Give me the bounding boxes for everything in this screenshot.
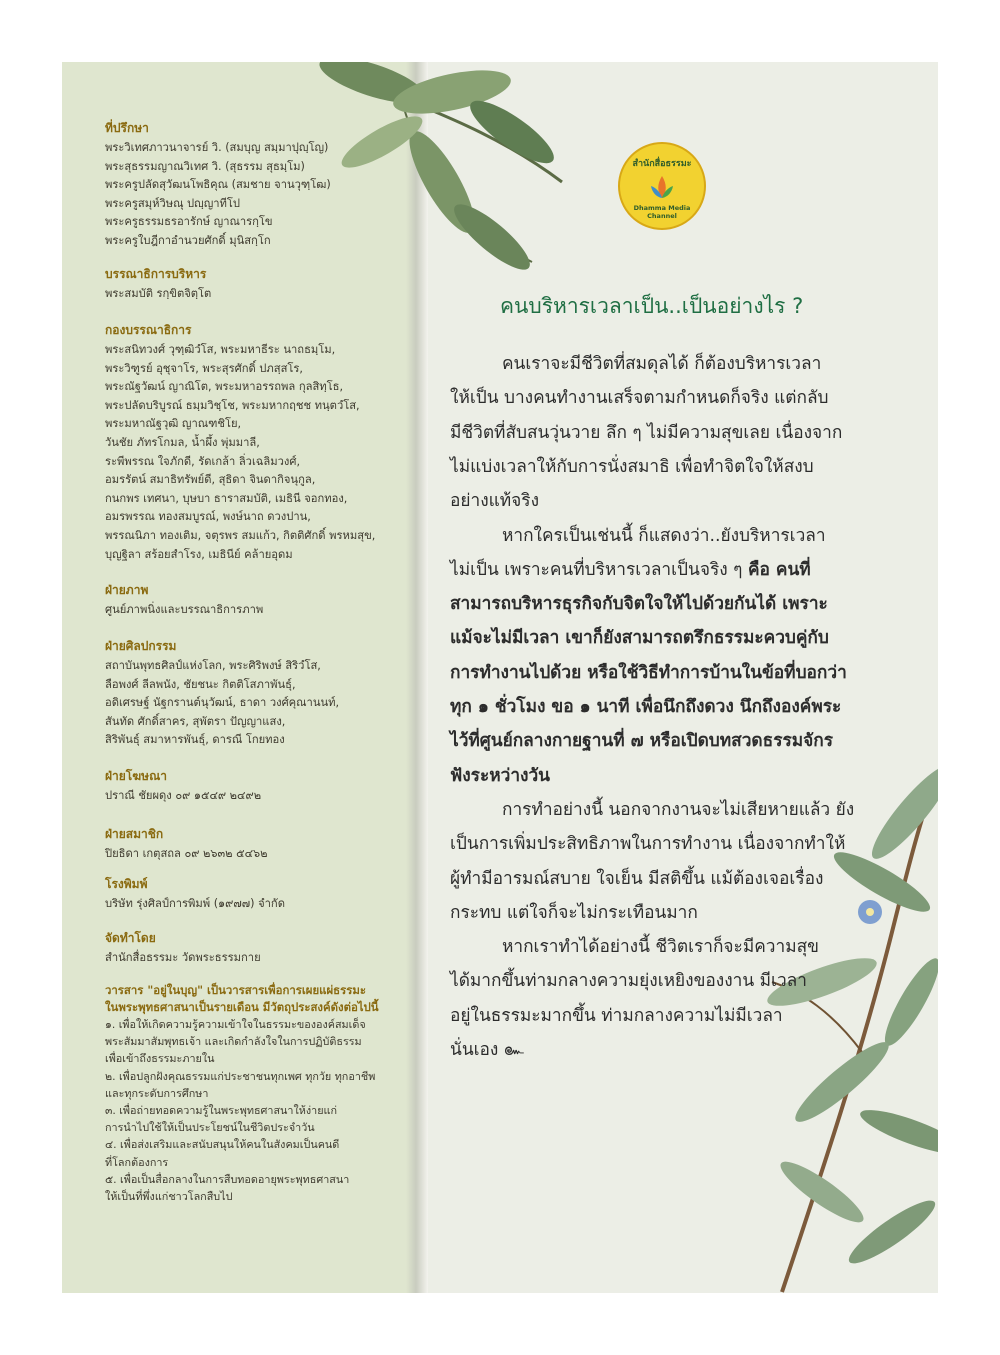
sidebar-section-line: ปิยธิดา เกตุสถล ๐๙ ๒๖๓๒ ๕๔๖๒ bbox=[105, 847, 268, 860]
sidebar-section-line: พระสุธรรมญาณวิเทศ วิ. (สุธรรม สุธมฺโม) bbox=[105, 159, 305, 173]
sidebar-section-line: พระครูปลัดสุวัฒนโพธิคุณ (สมชาย จานวุฑฺโฒ) bbox=[105, 178, 331, 192]
article-body-line: มีชีวิตที่สับสนวุ่นวาย ลึก ๆ ไม่มีความสุขเลย เนื่องจาก bbox=[450, 422, 843, 443]
sidebar-section-title: โรงพิมพ์ bbox=[105, 877, 148, 891]
logo-bottom-text: Dhamma Media Channel bbox=[633, 204, 691, 220]
sidebar-section-line: วันชัย ภัทรโกมล, น้ำผึ้ง พุ่มมาลี, bbox=[105, 435, 260, 449]
article-body-line: อยู่ในธรรมะมากขึ้น ท่ามกลางความไม่มีเวลา bbox=[450, 1005, 783, 1026]
sidebar-section-line: พระสมบัติ รกฺขิตจิตฺโต bbox=[105, 287, 212, 300]
sidebar-section-title: ฝ่ายภาพ bbox=[105, 583, 149, 597]
sidebar-section-line: พระครูสมุห์วิษณุ ปญฺญาทีโป bbox=[105, 196, 240, 210]
article-body-line: ผู้ทำมีอารมณ์สบาย ใจเย็น มีสติขึ้น แม้ต้องเจอเรื่อง bbox=[450, 868, 824, 889]
sidebar-section-line: บริษัท รุ่งศิลป์การพิมพ์ (๑๙๗๗) จำกัด bbox=[105, 897, 285, 910]
sidebar-section-line: พระครูใบฎีกาอำนวยศักดิ์ มุนิสกฺโก bbox=[105, 233, 271, 247]
article-body-line: ได้มากขึ้นท่ามกลางความยุ่งเหยิงของงาน มีเวลา bbox=[450, 971, 807, 992]
sidebar-section-line: สันทัด ศักดิ์สาคร, สุพัตรา ปัญญาแสง, bbox=[105, 714, 286, 728]
journal-purpose-line: เพื่อเข้าถึงธรรมะภายใน bbox=[105, 1052, 215, 1066]
sidebar-section-line: พระวิเทศภาวนาจารย์ วิ. (สมบุญ สมฺมาปุญฺโญ) bbox=[105, 141, 329, 154]
article-body-line: อย่างแท้จริง bbox=[450, 491, 540, 512]
sidebar-section-title: ฝ่ายสมาชิก bbox=[105, 827, 164, 841]
end-mark: ๛ bbox=[503, 1040, 524, 1060]
sidebar-section bbox=[105, 930, 405, 968]
sidebar-section-line: พระสนิทวงศ์ วุฑฺฒิวํโส, พระมหาธีระ นาถธมฺโม, bbox=[105, 343, 336, 356]
sidebar-section-line: ปราณี ชัยผดุง ๐๙ ๑๕๔๙ ๒๔๙๒ bbox=[105, 789, 262, 802]
lotus-icon bbox=[647, 172, 677, 202]
sidebar-section-line: สิริพันธุ์ สมาหารพันธุ์, ดารณี โกยทอง bbox=[105, 733, 285, 747]
article-body-line: ไว้ที่ศูนย์กลางกายฐานที่ ๗ หรือเปิดบทสวดธรรมจักร bbox=[450, 731, 834, 752]
logo-top-text: สำนักสื่อธรรมะ bbox=[632, 159, 692, 169]
sidebar-section-line: พระครูธรรมธรอารักษ์ ญาณารกฺโข bbox=[105, 215, 273, 229]
sidebar-section bbox=[105, 582, 405, 620]
article-body-line: การทำงานไปด้วย หรือใช้วิธีทำการบ้านในข้อที่บอกว่า bbox=[450, 662, 847, 683]
sidebar-section-line: พระณัฐวัฒน์ ญาณิโต, พระมหาอรรถพล กุลสิทฺโธ, bbox=[105, 380, 344, 394]
sidebar-section-line: สถาบันพุทธศิลป์แห่งโลก, พระศิริพงษ์ สิริวํโส, bbox=[105, 659, 321, 672]
journal-purpose-line: การนำไปใช้ให้เป็นประโยชน์ในชีวิตประจำวัน bbox=[105, 1121, 315, 1135]
sidebar-section bbox=[105, 876, 405, 914]
sidebar-section-title: ที่ปรึกษา bbox=[105, 121, 149, 135]
journal-purpose-line: ที่โลกต้องการ bbox=[105, 1155, 169, 1169]
sidebar-section-line: ลือพงศ์ ลีลพนัง, ชัยชนะ กิตติโสภาพันธุ์, bbox=[105, 677, 296, 691]
sidebar-section bbox=[105, 266, 405, 304]
article-body-line: ให้เป็น บางคนทำงานเสร็จตามกำหนดก็จริง แต่กลับ bbox=[450, 388, 829, 409]
journal-purpose-line: ๑. เพื่อให้เกิดความรู้ความเข้าใจในธรรมะขององค์สมเด็จ bbox=[105, 1018, 366, 1031]
article-body-line: หากใครเป็นเช่นนี้ ก็แสดงว่า..ยังบริหารเวลา bbox=[502, 525, 826, 546]
journal-purpose-line: พระสัมมาสัมพุทธเจ้า และเกิดกำลังใจในการปฏิบัติธรรม bbox=[105, 1035, 362, 1049]
article-body-line: คนเราจะมีชีวิตที่สมดุลได้ ก็ต้องบริหารเวลา bbox=[502, 354, 822, 374]
journal-purpose-line: ให้เป็นที่พึ่งแก่ชาวโลกสืบไป bbox=[105, 1190, 233, 1204]
sidebar-section-line: ศูนย์ภาพนิ่งและบรรณาธิการภาพ bbox=[105, 603, 264, 616]
sidebar-section-line: พระปลัดบริบูรณ์ ธมฺมวิชฺโช, พระมหากฤชช ทนฺตวํโส, bbox=[105, 398, 360, 412]
article-body-line: หากเราทำได้อย่างนี้ ชีวิตเราก็จะมีความสุข bbox=[502, 937, 819, 958]
article-body-line: การทำอย่างนี้ นอกจากงานจะไม่เสียหายแล้ว ยัง bbox=[502, 799, 855, 820]
article-body-line: ทุก ๑ ชั่วโมง ขอ ๑ นาที เพื่อนึกถึงดวง นึกถึงองค์พระ bbox=[450, 697, 842, 717]
journal-purpose-title: วารสาร "อยู่ในบุญ" เป็นวารสารเพื่อการเผยแผ่ธรรมะ bbox=[105, 983, 366, 997]
sidebar-section-line: อดิเศรษฐ์ นัฐกรานต์นุวัฒน์, ธาดา วงศ์คุณานนท์, bbox=[105, 696, 340, 710]
sidebar-section bbox=[105, 638, 405, 750]
journal-purpose-line: ๕. เพื่อเป็นสื่อกลางในการสืบทอดอายุพระพุทธศาสนา bbox=[105, 1172, 350, 1186]
article-body-line bbox=[450, 1033, 524, 1067]
article-title: คนบริหารเวลาเป็น..เป็นอย่างไร ? bbox=[500, 294, 804, 318]
article-body-line: เป็นการเพิ่มประสิทธิภาพในการทำงาน เนื่องจากทำให้ bbox=[450, 834, 846, 855]
sidebar-section-line: พระมหาณัฐวุฒิ ญาณฑชิโย, bbox=[105, 417, 242, 431]
journal-purpose-line: ๓. เพื่อถ่ายทอดความรู้ในพระพุทธศาสนาให้ง่ายแก่ bbox=[105, 1104, 338, 1118]
sidebar-section bbox=[105, 120, 405, 251]
article-body-text: ไม่เป็น เพราะคนที่บริหารเวลาเป็นจริง ๆ bbox=[450, 559, 748, 580]
sidebar-section-title: ฝ่ายศิลปกรรม bbox=[105, 639, 177, 653]
journal-purpose-line: และทุกระดับการศึกษา bbox=[105, 1086, 209, 1100]
sidebar-section bbox=[105, 826, 405, 864]
sidebar-section-line: ระพีพรรณ ใจภักดี, รัดเกล้า ลิ่วเฉลิมวงศ์, bbox=[105, 454, 301, 468]
sidebar-section-line: พรรณนิภา ทองเติม, จตุรพร สมแก้ว, กิตติศักดิ์ พรหมสุข, bbox=[105, 528, 376, 542]
journal-purpose-title: ในพระพุทธศาสนาเป็นรายเดือน มีวัตถุประสงค์ดังต่อไปนี้ bbox=[105, 1000, 379, 1014]
article-body-emphasis: คือ คนที่ bbox=[747, 559, 811, 580]
sidebar-section-title: จัดทำโดย bbox=[105, 931, 156, 945]
article-body-line: สามารถบริหารธุรกิจกับจิตใจให้ไปด้วยกันได้ เพราะ bbox=[450, 594, 828, 615]
sidebar-section-title: บรรณาธิการบริหาร bbox=[105, 267, 207, 281]
sidebar-section-line: พระวิฑูรย์ อุชุจาโร, พระสุรศักดิ์ ปภสฺสโร, bbox=[105, 361, 303, 375]
dhamma-media-logo bbox=[618, 142, 706, 230]
journal-purpose-line: ๔. เพื่อส่งเสริมและสนับสนุนให้คนในสังคมเป็นคนดี bbox=[105, 1138, 340, 1152]
sidebar-section bbox=[105, 322, 405, 564]
sidebar-section bbox=[105, 768, 405, 806]
sidebar-section-line: อมรรัตน์ สมาธิทรัพย์ดี, สุธิดา จินดากิจนุกูล, bbox=[105, 473, 316, 487]
sidebar-section-title: ฝ่ายโฆษณา bbox=[105, 769, 167, 783]
article-body-line: แม้จะไม่มีเวลา เขาก็ยังสามารถตรึกธรรมะควบคู่กับ bbox=[450, 628, 829, 649]
sidebar-section-line: บุญฐิลา สร้อยสำโรง, เมธินีย์ คล้ายอุดม bbox=[105, 547, 293, 561]
article-body-text: นั่นเอง bbox=[450, 1040, 504, 1060]
sidebar-section-line: อมรพรรณ ทองสมบูรณ์, พงษ์นาถ ดวงปาน, bbox=[105, 510, 311, 524]
article-body-line: ฟังระหว่างวัน bbox=[450, 765, 550, 786]
journal-purpose bbox=[105, 982, 405, 1205]
sidebar-section-line: กนกพร เทศนา, บุษบา ธาราสมบัติ, เมธินี จอกทอง, bbox=[105, 491, 348, 505]
article-body-line: ไม่แบ่งเวลาให้กับการนั่งสมาธิ เพื่อทำจิตใจให้สงบ bbox=[450, 456, 814, 477]
article-body-line: กระทบ แต่ใจก็จะไม่กระเทือนมาก bbox=[450, 902, 698, 923]
sidebar-section-line: สำนักสื่อธรรมะ วัดพระธรรมกาย bbox=[105, 951, 261, 964]
journal-purpose-line: ๒. เพื่อปลูกฝังคุณธรรมแก่ประชาชนทุกเพศ ทุกวัย ทุกอาชีพ bbox=[105, 1069, 376, 1083]
sidebar-section-title: กองบรรณาธิการ bbox=[105, 323, 192, 337]
article-body-line bbox=[450, 553, 811, 587]
